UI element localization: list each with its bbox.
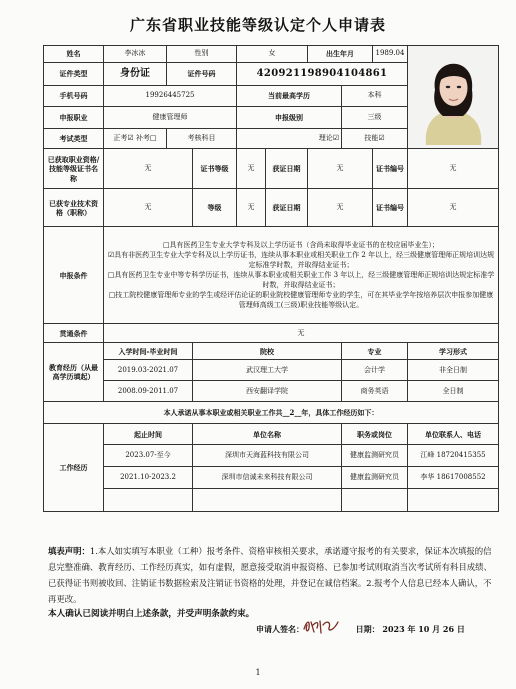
- edu-header-school: 院校: [193, 343, 342, 360]
- work-row-2-contact: 李华 18617008552: [408, 467, 499, 489]
- work-commitment: 本人承诺从事本职业或相关职业工作共__2__年，具体工作经历如下：: [44, 402, 499, 424]
- exam-normal-checkbox[interactable]: 正考☑: [113, 133, 134, 142]
- date-value: 2023 年 10 月 26 日: [382, 624, 465, 634]
- education-row: [44, 381, 499, 402]
- birth-label: 出生年月: [308, 46, 373, 63]
- work-row: [44, 445, 499, 467]
- declaration-text: [48, 543, 496, 607]
- obtained-skill-date-label: 获证日期: [266, 149, 308, 189]
- work-row-1-time: 2023.07-至今: [104, 445, 193, 467]
- work-header-time: 起止时间: [104, 424, 193, 445]
- edu-row-2-major: 商务英语: [342, 381, 408, 402]
- exam-type-options: [104, 128, 167, 149]
- level-label: 申报级别: [237, 107, 342, 129]
- declaration-confirm: 本人确认已阅读并明白上述条款，并受声明条款约束。: [48, 609, 255, 619]
- idno-label: 证件号码: [167, 63, 237, 86]
- exam-makeup-checkbox[interactable]: 补考□: [135, 133, 157, 142]
- work-row-2-company: 深圳市信诚未来科技有限公司: [193, 467, 342, 489]
- edu-row-1-form: 非全日制: [408, 360, 499, 381]
- work-row-1-contact: 江峰 18720415355: [408, 445, 499, 467]
- work-row-2-time: 2021.10-2023.2: [104, 467, 193, 489]
- obtained-skill-no: 无: [408, 149, 499, 189]
- gender-value: 女: [237, 46, 308, 63]
- phone-value: 19926445725: [104, 85, 237, 107]
- work-row-2-position: 健康监测研究员: [342, 467, 408, 489]
- idtype-label: 证件类型: [44, 63, 104, 86]
- work-row-1-company: 深圳市天海蓝科技有限公司: [193, 445, 342, 467]
- work-row-3-contact: [408, 489, 499, 512]
- through-value: 无: [104, 324, 499, 343]
- level-value: 三级: [342, 107, 408, 129]
- education-label: 教育经历（从最高学历填起）: [44, 343, 104, 402]
- obtained-pro-label: 已获专业技术资格（职称）: [44, 189, 104, 227]
- edu-row-1-school: 武汉理工大学: [193, 360, 342, 381]
- exam-skill-checkbox[interactable]: 技能☑: [342, 128, 408, 149]
- obtained-pro-grade: 无: [237, 189, 266, 227]
- application-table: [43, 45, 499, 512]
- edu-row-1-time: 2019.03-2021.07: [104, 360, 193, 381]
- obtained-skill-date: 无: [308, 149, 373, 189]
- obtained-pro-date-label: 获证日期: [266, 189, 308, 227]
- photo-cell: [408, 46, 499, 149]
- name-value: 李冰冰: [104, 46, 167, 63]
- edu-value: 本科: [342, 85, 408, 107]
- condition-option-3[interactable]: □具有医药卫生专业中等专科学历证书，连续从事本职业或相关职业工作 3 年以上，经三级健康管理师正规培训达规定标准学时数，并取得结业证书；: [107, 271, 495, 289]
- obtained-skill-grade-label: 证书等级: [193, 149, 237, 189]
- obtained-skill-no-label: 证书编号: [373, 149, 408, 189]
- idtype-value: 身份证: [104, 63, 167, 86]
- work-row-3-company: [193, 489, 342, 512]
- edu-label: 当前最高学历: [237, 85, 342, 107]
- form-title: 广东省职业技能等级认定个人申请表: [129, 16, 386, 34]
- work-header-company: 单位名称: [193, 424, 342, 445]
- edu-row-1-major: 会计学: [342, 360, 408, 381]
- work-row-3-time: [104, 489, 193, 512]
- exam-label: 考试类型: [44, 128, 104, 149]
- education-row: [44, 360, 499, 381]
- conditions-options: [104, 227, 499, 324]
- declaration-body: 1.本人如实填写本职业（工种）报考条件、资格审核相关要求，承诺遵守报考的有关要求，保证本次填报的信息完整准确、教育经历、工作经历真实，如有虚假，愿意接受取消申报资格、已参加考试则取消当次考试所有科目成绩、已获得证书则被收回、注销证书数据检索及注销证书资格的处理，并登记在诚信档案。2.报考个人信息已经本人确认，不再更改。: [48, 546, 492, 604]
- portrait-image: [408, 46, 499, 145]
- handwritten-signature: [301, 616, 341, 636]
- gender-label: 性别: [167, 46, 237, 63]
- birth-value: 1989.04: [373, 46, 408, 63]
- edu-header-major: 专业: [342, 343, 408, 360]
- obtained-pro-no: 无: [408, 189, 499, 227]
- condition-option-1[interactable]: □具有医药卫生专业大学专科及以上学历证书（含尚未取得毕业证书的在校应届毕业生）；: [162, 240, 440, 249]
- applicant-photo: [408, 46, 498, 148]
- work-label: 工作经历: [44, 424, 104, 512]
- obtained-skill-label: 已获取职业资格/技能等级证书名称: [44, 149, 104, 189]
- sign-label: 申请人签名：: [256, 624, 304, 634]
- edu-header-time: 入学时间-毕业时间: [104, 343, 193, 360]
- work-header-contact: 单位联系人、电话: [408, 424, 499, 445]
- conditions-label: 申报条件: [44, 227, 104, 324]
- edu-row-2-form: 全日制: [408, 381, 499, 402]
- condition-option-4[interactable]: □技工院校健康管理师专业的学生或经评估论证的职业院校健康管理师专业的学生，可在其毕业学年按培养层次申报参加健康管理师高级工(三级)职业技能等级认定。: [108, 291, 494, 309]
- page-number: 1: [255, 668, 261, 677]
- work-row: [44, 467, 499, 489]
- obtained-skill-name: 无: [104, 149, 193, 189]
- work-row-empty: [44, 489, 499, 512]
- occ-label: 申报职业: [44, 107, 104, 129]
- condition-option-2[interactable]: ☑具有非医药卫生专业大学专科及以上学历证书，连续从事本职业或相关职业工作 2 年以上，经三级健康管理师正规培训达规定标准学时数，并取得结业证书；: [107, 251, 495, 269]
- edu-row-2-school: 西安翻译学院: [193, 381, 342, 402]
- declaration-lead: 填表声明：: [48, 546, 90, 556]
- occ-value: 健康管理师: [104, 107, 237, 129]
- obtained-pro-grade-label: 等级: [193, 189, 237, 227]
- phone-label: 手机号码: [44, 85, 104, 107]
- work-header-position: 职务或岗位: [342, 424, 408, 445]
- obtained-pro-name: 无: [104, 189, 193, 227]
- obtained-pro-no-label: 证书编号: [373, 189, 408, 227]
- name-label: 姓名: [44, 46, 104, 63]
- obtained-skill-grade: 无: [237, 149, 266, 189]
- idno-value: 420921198904104861: [237, 63, 408, 86]
- obtained-pro-date: 无: [308, 189, 373, 227]
- exam-theory-checkbox[interactable]: 理论☑: [237, 128, 342, 149]
- work-row-1-position: 健康监测研究员: [342, 445, 408, 467]
- work-row-3-position: [342, 489, 408, 512]
- signature-row: [256, 624, 465, 635]
- edu-header-form: 学习形式: [408, 343, 499, 360]
- edu-row-2-time: 2008.09-2011.07: [104, 381, 193, 402]
- date-label: 日期：: [355, 624, 380, 634]
- exam-subject-label: 考核科目: [167, 128, 237, 149]
- through-label: 贯通条件: [44, 324, 104, 343]
